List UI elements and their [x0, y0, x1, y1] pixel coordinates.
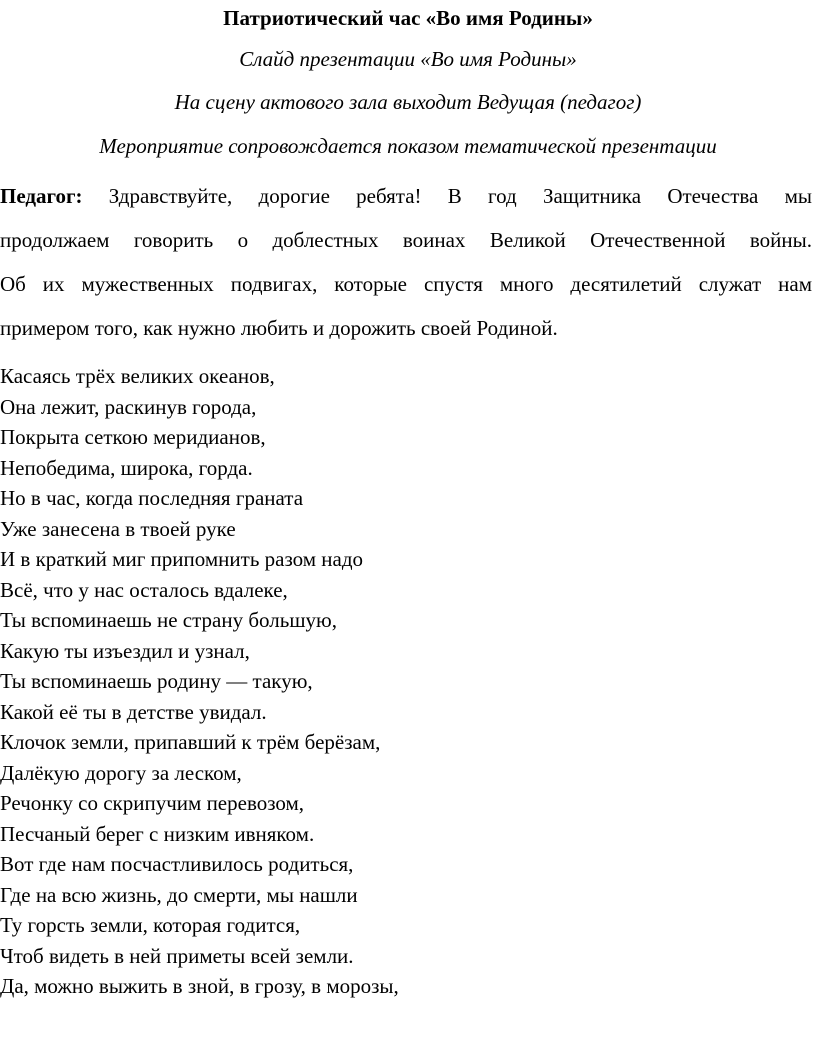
intro-paragraph [0, 174, 812, 350]
poem-line: Речонку со скрипучим перевозом, [0, 791, 305, 815]
intro-line: продолжаем говорить о доблестных воинах Великой Отечественной войны. [0, 228, 812, 252]
poem-line: Какую ты изъездил и узнал, [0, 638, 250, 663]
subtitle-slide: Слайд презентации «Во имя Родины» [239, 47, 577, 71]
intro-line: Об их мужественных подвигах, которые спустя много десятилетий служат нам [0, 272, 812, 296]
poem-line: Ты вспоминаешь не страну большую, [0, 608, 337, 632]
poem-line: Уже занесена в твоей руке [0, 516, 236, 541]
document-title: Патриотический час «Во имя Родины» [223, 6, 593, 30]
poem-line: Чтоб видеть в ней приметы всей земли. [0, 943, 354, 968]
poem-line: Непобедима, широка, горда. [0, 455, 253, 480]
poem-line: Да, можно выжить в зной, в грозу, в морозы, [0, 974, 399, 998]
poem-line: Но в час, когда последняя граната [0, 486, 304, 510]
poem-line: Где на всю жизнь, до смерти, мы нашли [0, 882, 358, 907]
subtitle-stage-direction: На сцену актового зала выходит Ведущая (педагог) [174, 90, 642, 114]
poem-line: Ты вспоминаешь родину — такую, [0, 669, 313, 693]
poem-line: Вот где нам посчастливилось родиться, [0, 852, 354, 876]
poem-line: Ту горсть земли, которая годится, [0, 913, 301, 937]
poem-line: Далёкую дорогу за леском, [0, 760, 242, 785]
intro-line: примером того, как нужно любить и дорожить своей Родиной. [0, 316, 558, 340]
intro-line-text: Здравствуйте, дорогие ребята! В год Защитника Отечества мы [82, 184, 812, 208]
speaker-label: Педагог: [0, 184, 83, 208]
poem-line: И в краткий миг припомнить разом надо [0, 547, 364, 571]
poem-line: Клочок земли, припавший к трём берёзам, [0, 730, 381, 754]
poem-line: Какой её ты в детстве увидал. [0, 699, 267, 724]
poem-line: Касаясь трёх великих океанов, [0, 364, 275, 388]
poem [0, 361, 816, 1002]
poem-line: Песчаный берег с низким ивняком. [0, 821, 315, 846]
poem-line: Всё, что у нас осталось вдалеке, [0, 577, 288, 602]
poem-line: Покрыта сеткою меридианов, [0, 425, 266, 449]
poem-line: Она лежит, раскинув города, [0, 394, 257, 419]
intro-line [0, 174, 812, 218]
subtitle-presentation-note: Мероприятие сопровождается показом тематической презентации [99, 134, 717, 158]
